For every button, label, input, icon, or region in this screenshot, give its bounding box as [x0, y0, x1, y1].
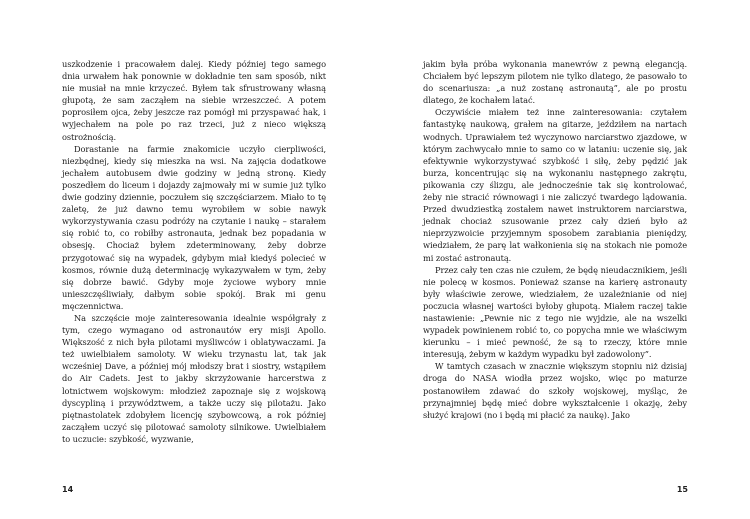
right-page: [375, 0, 750, 519]
right-page-text: [423, 58, 687, 421]
paragraph: Przez cały ten czas nie czułem, że będę nieudacznikiem, jeśli nie polecę w kosmos. Ponieważ szanse na karierę astronauty były właściwie zerowe, wiedziałem, że uzależnianie od niej poczucia własnej wartości byłoby głupotą. Miałem raczej takie nastawienie: „Pewnie nic z tego nie wyjdzie, ale na wszelki wypadek powinienem robić to, co popycha mnie we właściwym kierunku – i mieć pewność, że są to rzeczy, które mnie interesują, żebym w każdym wypadku był zadowolony”.: [423, 264, 687, 360]
paragraph: W tamtych czasach w znacznie większym stopniu niż dzisiaj droga do NASA wiodła przez wojsko, więc po maturze postanowiłem zdawać do szkoły wojskowej, myśląc, że przynajmniej będę mieć dobre wykształcenie i okazję, żeby służyć krajowi (no i będą mi płacić za naukę). Jako: [423, 361, 687, 420]
paragraph: Dorastanie na farmie znakomicie uczyło cierpliwości, niezbędnej, kiedy się mieszka na wsi. Na zajęcia dodatkowe jechałem autobusem dwie godziny w jedną stronę. Kiedy poszedłem do liceum i dojazdy zajmowały mi w sumie już tylko dwie godziny dziennie, poczułem się szczęściarzem. Miało to tę zaletę, że już dawno temu wyrobiłem w sobie nawyk wykorzystywania czasu podróży na czytanie i naukę – starałem się robić to, co robiłby astronauta, jednak bez popadania w obsesję. Chociaż byłem zdeterminowany, żeby dobrze przygotować się na wypadek, gdybym miał kiedyś polecieć w kosmos, równie dużą determinację wykazywałem w tym, żeby się dobrze bawić. Gdyby moje życiowe wybory mnie unieszczęśliwiały, dałbym sobie spokój. Brak mi genu męczennictwa.: [62, 143, 326, 311]
page-number-left: 14: [62, 485, 74, 494]
paragraph: Na szczęście moje zainteresowania idealnie współgrały z tym, czego wymagano od astronautów ery misji Apollo. Większość z nich była pilotami myśliwców i oblatywaczami. Ja też uwielbiałem samoloty. W wieku trzynastu lat, tak jak wcześniej Dave, a później mój młodszy brat i siostry, wstąpiłem do Air Cadets. Jest to jakby skrzyżowanie harcerstwa z lotnictwem wojskowym: młodzież zapoznaje się z wojskową dyscypliną i przywództwem, a także uczy się pilotażu. Jako piętnastolatek zdobyłem licencję szybowcową, a rok później zacząłem uczyć się pilotować samoloty silnikowe. Uwielbiałem to uczucie: szybkość, wyzwanie,: [62, 312, 326, 444]
paragraph: jakim była próba wykonania manewrów z pewną elegancją. Chciałem być lepszym pilotem nie tylko dlatego, że pasowało to do scenariusza: „a nuż zostanę astronautą”, ale po prostu dlatego, że kochałem latać.: [423, 59, 687, 106]
paragraph: uszkodzenie i pracowałem dalej. Kiedy później tego samego dnia urwałem hak ponownie w dokładnie ten sam sposób, nikt nie musiał na mnie krzyczeć. Byłem tak sfrustrowany własną głupotą, że sam zacząłem na siebie wrzeszczeć. A potem poprosiłem ojca, żeby jeszcze raz pomógł mi przyspawać hak, i wyjechałem na pole po raz trzeci, już z nieco większą ostrożnością.: [62, 59, 326, 142]
paragraph: Oczywiście miałem też inne zainteresowania: czytałem fantastykę naukową, grałem na gitarze, jeździłem na nartach wodnych. Uprawiałem też wyczynowo narciarstwo zjazdowe, w którym zachwycało mnie to samo co w lataniu: uczenie się, jak efektywnie wykorzystywać szybkość i siłę, żeby pędzić jak burza, koncentrując się na wykonaniu następnego zakrętu, pikowania czy ślizgu, ale jednocześnie tak się kontrolować, żeby nie stracić równowagi i nie zaliczyć twardego lądowania. Przed dwudziestką zostałem nawet instruktorem narciarstwa, jednak chociaż szusowanie przez cały dzień było aż nieprzyzwoicie przyjemnym sposobem zarabiania pieniędzy, wiedziałem, że parę lat wałkonienia się na stokach nie pomoże mi zostać astronautą.: [423, 107, 687, 263]
left-page-text: [62, 58, 326, 445]
page-number-right: 15: [676, 485, 688, 494]
